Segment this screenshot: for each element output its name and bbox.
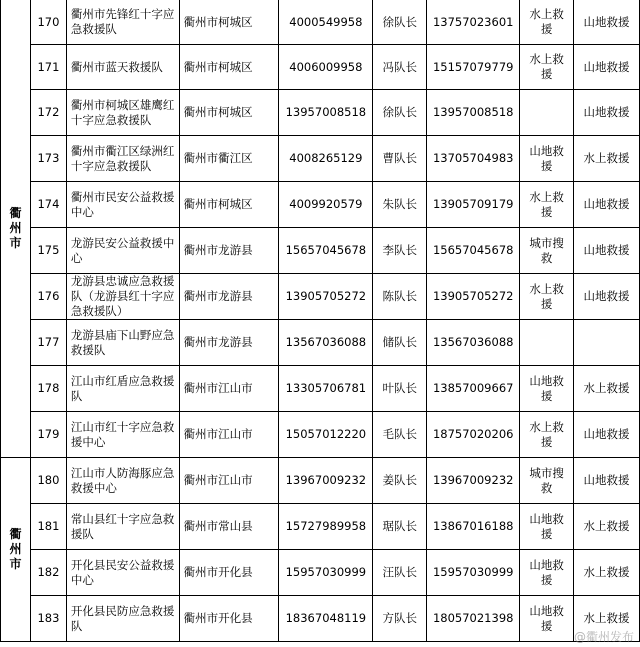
team-name: 衢州市民安公益救援中心 [66,182,179,228]
team-area: 衢州市江山市 [179,412,279,458]
rescue-type-2: 水上救援 [574,366,640,412]
team-mobile: 13957008518 [427,90,520,136]
team-leader: 汪队长 [373,550,427,596]
rescue-type-1: 山地救援 [520,136,574,182]
team-phone: 4006009958 [279,45,373,90]
row-number: 180 [30,458,66,504]
team-phone: 4000549958 [279,0,373,45]
rescue-type-2: 山地救援 [574,45,640,90]
row-number: 172 [30,90,66,136]
rescue-type-2: 山地救援 [574,90,640,136]
row-number: 176 [30,274,66,320]
table-row [1,412,640,458]
team-phone: 15957030999 [279,550,373,596]
team-name: 开化县民安公益救援中心 [66,550,179,596]
rescue-type-1 [520,90,574,136]
team-mobile: 13867016188 [427,504,520,550]
team-name: 江山市人防海豚应急救援中心 [66,458,179,504]
team-area: 衢州市江山市 [179,458,279,504]
team-mobile: 13967009232 [427,458,520,504]
rescue-type-1: 水上救援 [520,182,574,228]
row-number: 173 [30,136,66,182]
team-leader: 徐队长 [373,90,427,136]
team-mobile: 18757020206 [427,412,520,458]
team-mobile: 15657045678 [427,228,520,274]
table-row [1,90,640,136]
team-area: 衢州市柯城区 [179,0,279,45]
team-mobile: 13905709179 [427,182,520,228]
team-mobile: 13757023601 [427,0,520,45]
rescue-type-2: 山地救援 [574,412,640,458]
team-name: 龙游民安公益救援中心 [66,228,179,274]
city-label: 衢州市 [9,527,22,571]
rescue-type-2: 山地救援 [574,274,640,320]
team-leader: 冯队长 [373,45,427,90]
team-phone: 13567036088 [279,320,373,366]
team-mobile: 13857009667 [427,366,520,412]
team-area: 衢州市柯城区 [179,45,279,90]
row-number: 182 [30,550,66,596]
rescue-type-2: 水上救援 [574,136,640,182]
rescue-type-1: 水上救援 [520,274,574,320]
row-number: 170 [30,0,66,45]
rescue-type-2: 山地救援 [574,228,640,274]
team-mobile: 15957030999 [427,550,520,596]
team-mobile: 13905705272 [427,274,520,320]
team-area: 衢州市开化县 [179,550,279,596]
row-number: 178 [30,366,66,412]
table-row [1,366,640,412]
team-area: 衢州市龙游县 [179,320,279,366]
team-name: 衢州市衢江区绿洲红十字应急救援队 [66,136,179,182]
team-leader: 曹队长 [373,136,427,182]
rescue-type-1: 山地救援 [520,366,574,412]
rescue-type-2 [574,320,640,366]
team-mobile: 13705704983 [427,136,520,182]
team-phone: 18367048119 [279,596,373,642]
team-leader: 毛队长 [373,412,427,458]
row-number: 183 [30,596,66,642]
team-name: 常山县红十字应急救援队 [66,504,179,550]
table-body [1,0,640,642]
table-row [1,228,640,274]
team-phone: 13967009232 [279,458,373,504]
team-area: 衢州市衢江区 [179,136,279,182]
table-row [1,182,640,228]
team-phone: 13305706781 [279,366,373,412]
rescue-type-2: 水上救援 [574,504,640,550]
rescue-type-1: 山地救援 [520,596,574,642]
team-phone: 13957008518 [279,90,373,136]
team-area: 衢州市江山市 [179,366,279,412]
team-area: 衢州市龙游县 [179,228,279,274]
team-area: 衢州市常山县 [179,504,279,550]
rescue-type-1: 水上救援 [520,45,574,90]
row-number: 179 [30,412,66,458]
row-number: 181 [30,504,66,550]
team-mobile: 18057021398 [427,596,520,642]
rescue-type-1: 水上救援 [520,0,574,45]
city-label: 衢州市 [9,206,22,250]
rescue-type-1: 城市搜救 [520,228,574,274]
team-name: 龙游县忠诚应急救援队（龙游县红十字应急救援队） [66,274,179,320]
rescue-type-1: 城市搜救 [520,458,574,504]
table-row [1,458,640,504]
watermark: @衢州发布 [573,630,634,644]
rescue-type-1: 山地救援 [520,550,574,596]
rescue-type-1: 水上救援 [520,412,574,458]
table-row [1,136,640,182]
team-phone: 15057012220 [279,412,373,458]
table-row [1,0,640,45]
team-phone: 15657045678 [279,228,373,274]
team-leader: 储队长 [373,320,427,366]
table-row [1,504,640,550]
team-area: 衢州市龙游县 [179,274,279,320]
team-leader: 姜队长 [373,458,427,504]
team-leader: 徐队长 [373,0,427,45]
team-phone: 15727989958 [279,504,373,550]
team-leader: 琚队长 [373,504,427,550]
team-leader: 李队长 [373,228,427,274]
team-leader: 朱队长 [373,182,427,228]
rescue-type-2: 山地救援 [574,182,640,228]
rescue-type-2: 水上救援 [574,596,640,642]
table-row [1,320,640,366]
team-mobile: 15157079779 [427,45,520,90]
team-name: 衢州市先锋红十字应急救援队 [66,0,179,45]
team-name: 衢州市蓝天救援队 [66,45,179,90]
team-name: 龙游县庙下山野应急救援队 [66,320,179,366]
team-leader: 方队长 [373,596,427,642]
team-area: 衢州市柯城区 [179,90,279,136]
row-number: 174 [30,182,66,228]
rescue-type-2: 山地救援 [574,458,640,504]
team-name: 开化县民防应急救援队 [66,596,179,642]
team-area: 衢州市开化县 [179,596,279,642]
team-leader: 陈队长 [373,274,427,320]
team-phone: 13905705272 [279,274,373,320]
city-cell [1,0,31,458]
row-number: 177 [30,320,66,366]
team-leader: 叶队长 [373,366,427,412]
rescue-type-1 [520,320,574,366]
team-name: 江山市红盾应急救援队 [66,366,179,412]
rescue-type-2: 水上救援 [574,550,640,596]
table-row [1,550,640,596]
team-name: 江山市红十字应急救援中心 [66,412,179,458]
rescue-type-1: 山地救援 [520,504,574,550]
table-row [1,596,640,642]
row-number: 175 [30,228,66,274]
team-area: 衢州市柯城区 [179,182,279,228]
team-mobile: 13567036088 [427,320,520,366]
city-cell [1,458,31,642]
team-phone: 4008265129 [279,136,373,182]
team-name: 衢州市柯城区雄鹰红十字应急救援队 [66,90,179,136]
table-row [1,274,640,320]
row-number: 171 [30,45,66,90]
team-phone: 4009920579 [279,182,373,228]
table-row [1,45,640,90]
rescue-type-2: 山地救援 [574,0,640,45]
